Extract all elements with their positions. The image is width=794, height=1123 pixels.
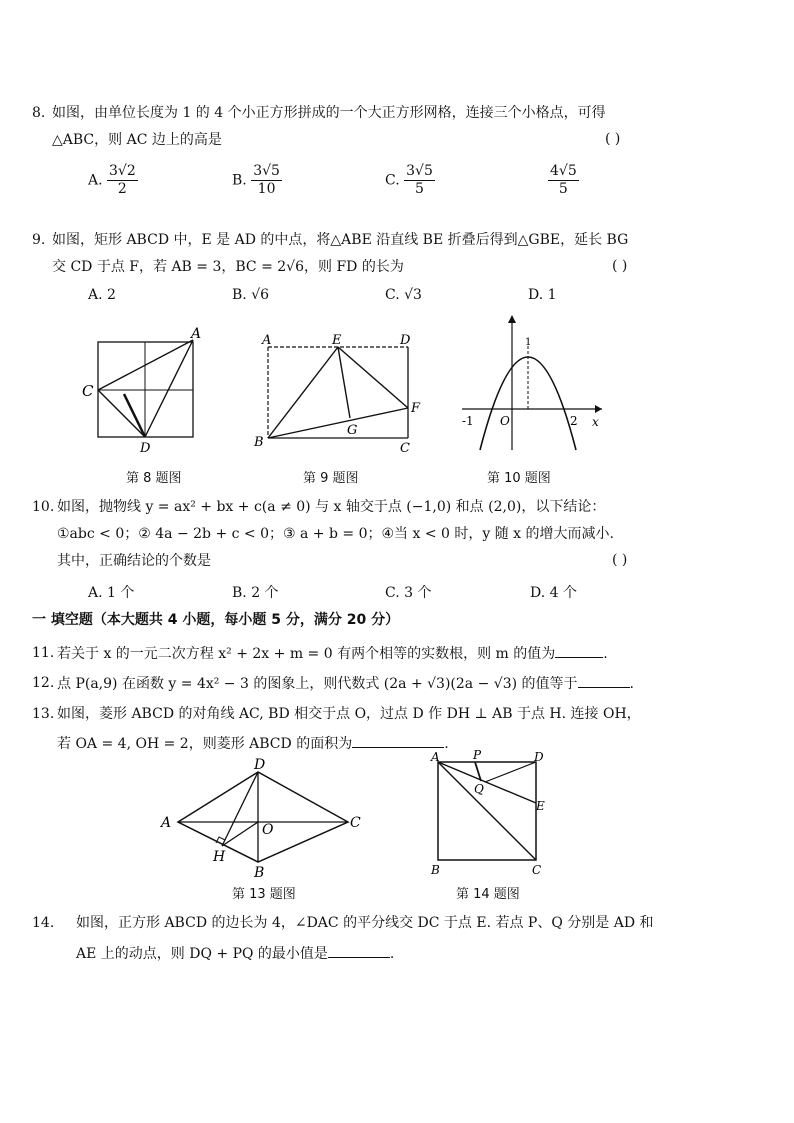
f14-label-e: E xyxy=(536,799,545,813)
q12-answer-blank[interactable] xyxy=(578,673,630,688)
f8-height-line xyxy=(124,394,145,437)
f9-label-f: F xyxy=(411,401,421,416)
q9-number: 9. xyxy=(32,232,46,248)
figure-13-caption: 第 13 题图 xyxy=(232,887,296,902)
f9-label-b: B xyxy=(254,435,264,450)
f13-label-a: A xyxy=(161,815,172,831)
figure-10 xyxy=(462,312,612,452)
q13-number: 13. xyxy=(32,706,55,722)
q8-option-c-den: 5 xyxy=(415,181,424,197)
q14-period: . xyxy=(389,946,395,962)
f9-label-c: C xyxy=(400,441,410,456)
q10-option-b: B. 2 个 xyxy=(232,585,279,601)
q8-option-a-label: A. xyxy=(88,172,103,189)
f9-segment-bf xyxy=(268,408,408,438)
q11-answer-blank[interactable] xyxy=(555,643,603,658)
q13-text-line1: 如图，菱形 ABCD 的对角线 AC, BD 相交于点 O，过点 D 作 DH ⊥ AB 于点 H. 连接 OH， xyxy=(57,706,641,722)
q9-option-b: B. √6 xyxy=(232,287,270,303)
f13-label-c: C xyxy=(350,815,361,831)
q8-option-a xyxy=(88,163,138,198)
f10-label-two: 2 xyxy=(570,414,578,428)
q10-option-c: C. 3 个 xyxy=(385,585,432,601)
figure-8 xyxy=(82,326,202,456)
f13-label-h: H xyxy=(213,849,226,865)
q14-text-line2: AE 上的动点，则 DQ + PQ 的最小值是 xyxy=(76,946,328,962)
f14-label-c: C xyxy=(532,863,542,877)
f14-segment-dq xyxy=(485,762,536,782)
q10-option-a: A. 1 个 xyxy=(88,585,135,601)
q8-option-b-label: B. xyxy=(232,172,247,189)
q10-option-d: D. 4 个 xyxy=(530,585,577,601)
f14-label-b: B xyxy=(431,863,440,877)
f9-segment-ef xyxy=(338,347,408,408)
f13-label-d: D xyxy=(254,757,266,773)
f13-label-o: O xyxy=(262,822,274,838)
f9-label-e: E xyxy=(332,333,342,348)
f10-label-x: x xyxy=(592,415,599,429)
f10-label-neg1: -1 xyxy=(462,414,474,428)
q8-option-b-num: 3√5 xyxy=(253,163,280,179)
figure-8-caption: 第 8 题图 xyxy=(126,471,182,486)
q9-answer-paren: ( ) xyxy=(612,258,628,274)
f14-diagonal-ac xyxy=(438,762,536,860)
q14-number: 14. xyxy=(32,915,55,931)
q8-option-a-den: 2 xyxy=(117,181,127,197)
q9-text-line1: 如图，矩形 ABCD 中，E 是 AD 的中点，将△ABE 沿直线 BE 折叠后得到△GBE，延长 BG xyxy=(52,232,629,248)
figure-9 xyxy=(250,330,425,456)
q14-line2 xyxy=(76,943,394,964)
q8-option-c xyxy=(385,163,435,198)
q8-option-d-den: 5 xyxy=(558,181,568,197)
q14-text-line1: 如图，正方形 ABCD 的边长为 4，∠DAC 的平分线交 DC 于点 E. 若点 P、Q 分别是 AD 和 xyxy=(76,915,654,931)
f14-label-q: Q xyxy=(474,782,484,796)
q8-option-b xyxy=(232,163,282,198)
f14-label-p: P xyxy=(473,748,482,762)
q14-answer-blank[interactable] xyxy=(328,943,390,958)
q8-option-d-fraction xyxy=(548,163,579,198)
q11-line xyxy=(57,643,608,664)
figure-10-caption: 第 10 题图 xyxy=(487,471,551,486)
q9-option-c: C. √3 xyxy=(385,287,422,303)
f8-segment-ad xyxy=(145,340,193,437)
q8-option-c-num: 3√5 xyxy=(406,163,433,179)
q11-number: 11. xyxy=(32,645,55,661)
q12-period: . xyxy=(629,676,634,692)
q8-text-line2: △ABC，则 AC 边上的高是 xyxy=(52,132,222,148)
f14-label-a: A xyxy=(431,750,440,764)
figure-9-caption: 第 9 题图 xyxy=(303,471,359,486)
q10-text-line2: ①abc < 0；② 4a − 2b + c < 0；③ a + b = 0；④当 x < 0 时，y 随 x 的增大而减小. xyxy=(57,526,614,542)
f10-label-origin: O xyxy=(500,414,510,428)
section-2-heading: 一 填空题（本大题共 4 小题，每小题 5 分，满分 20 分） xyxy=(32,612,400,628)
q12-line xyxy=(57,673,634,694)
figure-13 xyxy=(158,757,378,881)
q9-option-a: A. 2 xyxy=(88,287,116,303)
q10-number: 10. xyxy=(32,499,55,515)
q8-option-b-den: 10 xyxy=(257,181,276,197)
figure-14 xyxy=(428,748,558,877)
figure-14-caption: 第 14 题图 xyxy=(456,887,520,902)
q13-line2 xyxy=(57,733,449,754)
q8-option-a-num: 3√2 xyxy=(109,163,136,179)
f10-y-arrow xyxy=(508,315,516,323)
q8-option-d xyxy=(548,163,579,198)
q8-option-b-fraction xyxy=(251,163,282,198)
q13-period: . xyxy=(444,736,449,752)
q9-option-d: D. 1 xyxy=(528,287,557,303)
f9-segment-eb xyxy=(268,347,338,438)
q13-answer-blank[interactable] xyxy=(352,733,444,748)
q9-text-line2: 交 CD 于点 F，若 AB = 3，BC = 2√6，则 FD 的长为 xyxy=(52,259,404,275)
f8-label-a: A xyxy=(191,326,202,342)
q8-number: 8. xyxy=(32,105,46,121)
f9-segment-eg xyxy=(338,347,350,418)
f8-label-c: C xyxy=(82,382,94,400)
q8-text-line1: 如图，由单位长度为 1 的 4 个小正方形拼成的一个大正方形网格，连接三个小格点，可得 xyxy=(52,105,606,121)
f13-rhombus xyxy=(178,772,348,862)
f10-x-arrow xyxy=(595,405,602,413)
q10-text-line3: 其中，正确结论的个数是 xyxy=(57,553,211,569)
f8-label-d: D xyxy=(140,441,151,456)
q8-answer-paren: ( ) xyxy=(605,131,621,147)
f10-label-one: 1 xyxy=(525,337,532,348)
q12-number: 12. xyxy=(32,675,55,691)
q8-option-c-fraction xyxy=(404,163,435,198)
q13-text-line2: 若 OA = 4, OH = 2，则菱形 ABCD 的面积为 xyxy=(57,736,353,752)
f8-segment-cd xyxy=(98,390,145,437)
f9-label-d: D xyxy=(400,333,411,348)
f9-label-g: G xyxy=(347,423,358,438)
f14-label-d: D xyxy=(534,750,544,764)
q11-period: . xyxy=(603,646,608,662)
q12-text: 点 P(a,9) 在函数 y = 4x² − 3 的图象上，则代数式 (2a + √3)(2a − √3) 的值等于 xyxy=(57,676,578,692)
f9-label-a: A xyxy=(262,333,272,348)
q10-answer-paren: ( ) xyxy=(612,552,628,568)
q10-text-line1: 如图，抛物线 y = ax² + bx + c(a ≠ 0) 与 x 轴交于点 (−1,0) 和点 (2,0)，以下结论： xyxy=(57,499,606,515)
f13-label-b: B xyxy=(254,865,265,881)
q8-option-d-num: 4√5 xyxy=(550,163,577,179)
q11-text: 若关于 x 的一元二次方程 x² + 2x + m = 0 有两个相等的实数根，则 m 的值为 xyxy=(57,646,556,662)
q8-option-a-fraction xyxy=(107,163,138,198)
q8-option-c-label: C. xyxy=(385,172,400,189)
